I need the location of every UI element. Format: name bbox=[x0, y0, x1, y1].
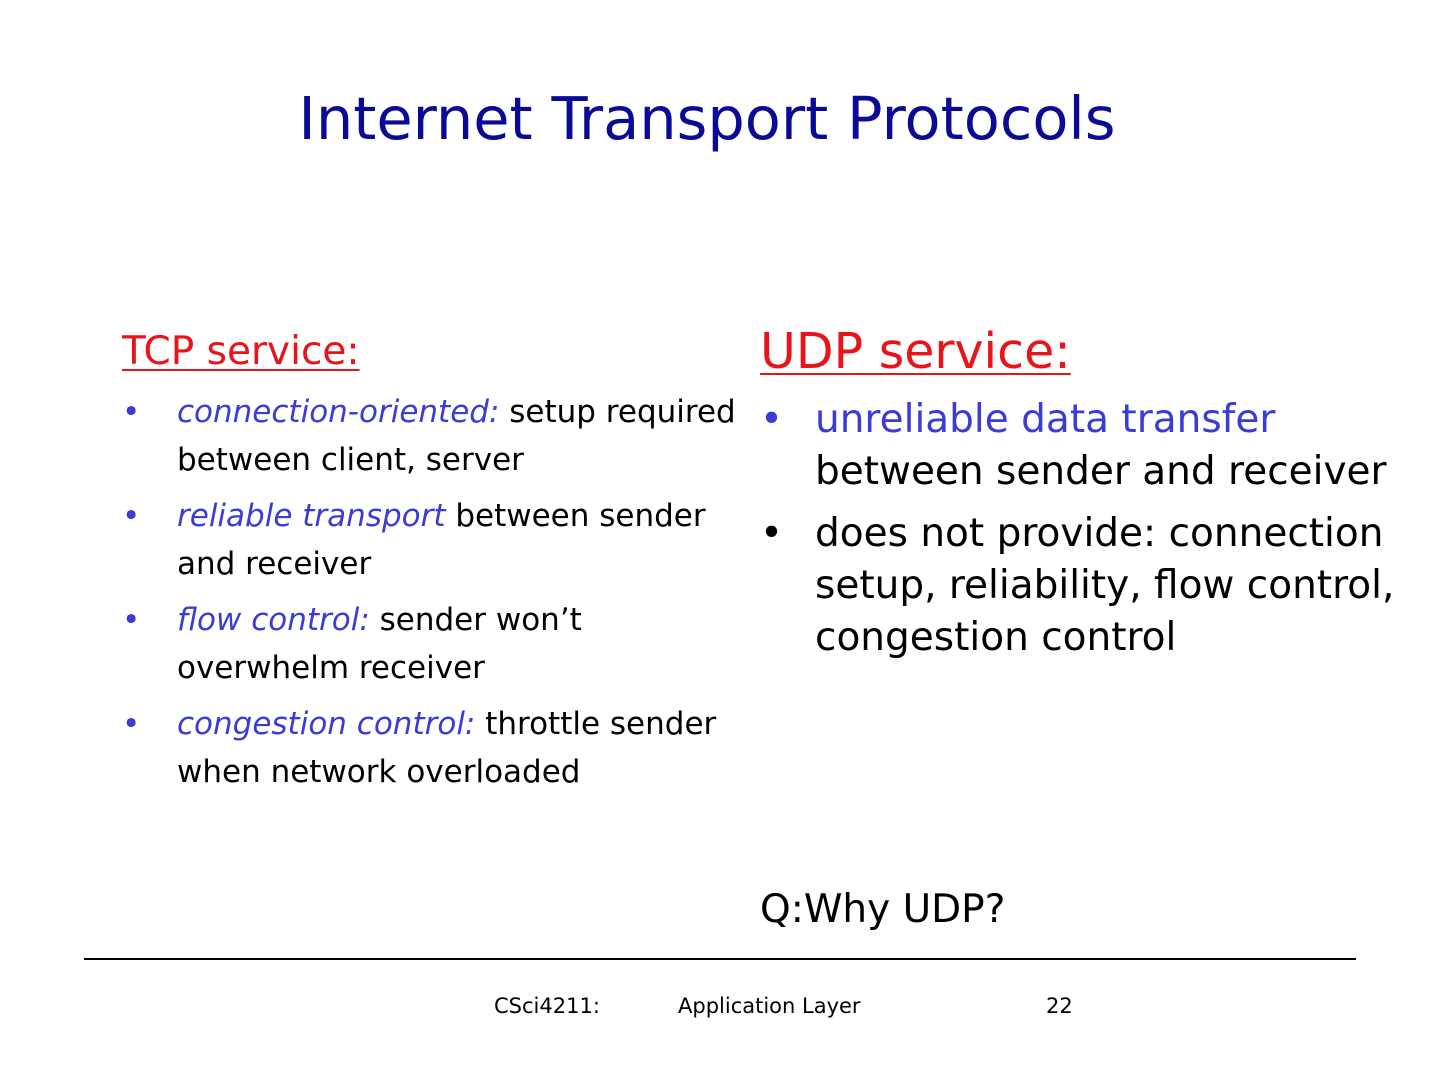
tcp-bullet-congestion-control bbox=[122, 700, 742, 796]
bullet-term: unreliable data transfer bbox=[815, 397, 1276, 442]
tcp-column bbox=[122, 326, 742, 804]
footer-course: CSci4211: bbox=[494, 994, 600, 1018]
bullet-term: flow control: bbox=[177, 602, 370, 638]
bullet-text: does not provide: connection setup, reliability, flow control, congestion control bbox=[815, 511, 1395, 660]
bullet-icon: • bbox=[760, 511, 784, 556]
udp-column bbox=[760, 322, 1420, 674]
bullet-term: reliable transport bbox=[177, 498, 446, 534]
bullet-term: connection-oriented: bbox=[177, 394, 500, 430]
bullet-icon: • bbox=[122, 498, 141, 534]
udp-bullet-unreliable-transfer bbox=[760, 394, 1420, 498]
bullet-term: congestion control: bbox=[177, 706, 476, 742]
bullet-text: between sender and receiver bbox=[177, 498, 706, 582]
udp-bullet-list bbox=[760, 394, 1420, 664]
tcp-heading: TCP service: bbox=[122, 329, 360, 374]
footer-page-number: 22 bbox=[1046, 994, 1073, 1018]
tcp-bullet-connection-oriented bbox=[122, 388, 742, 484]
bullet-icon: • bbox=[122, 706, 141, 742]
bullet-icon: • bbox=[122, 602, 141, 638]
bullet-text: sender won’t overwhelm receiver bbox=[177, 602, 582, 686]
bullet-text: between sender and receiver bbox=[815, 449, 1387, 494]
footer-topic: Application Layer bbox=[678, 994, 861, 1018]
udp-question: Q:Why UDP? bbox=[760, 887, 1006, 932]
udp-heading: UDP service: bbox=[760, 323, 1071, 380]
bullet-icon: • bbox=[122, 394, 141, 430]
slide-title: Internet Transport Protocols bbox=[298, 84, 1116, 153]
footer-divider bbox=[84, 958, 1356, 960]
tcp-bullet-reliable-transport bbox=[122, 492, 742, 588]
tcp-bullet-list bbox=[122, 388, 742, 796]
bullet-text: setup required between client, server bbox=[177, 394, 736, 478]
bullet-icon: • bbox=[760, 397, 784, 442]
bullet-text: throttle sender when network overloaded bbox=[177, 706, 717, 790]
tcp-bullet-flow-control bbox=[122, 596, 742, 692]
udp-bullet-does-not-provide bbox=[760, 508, 1420, 664]
